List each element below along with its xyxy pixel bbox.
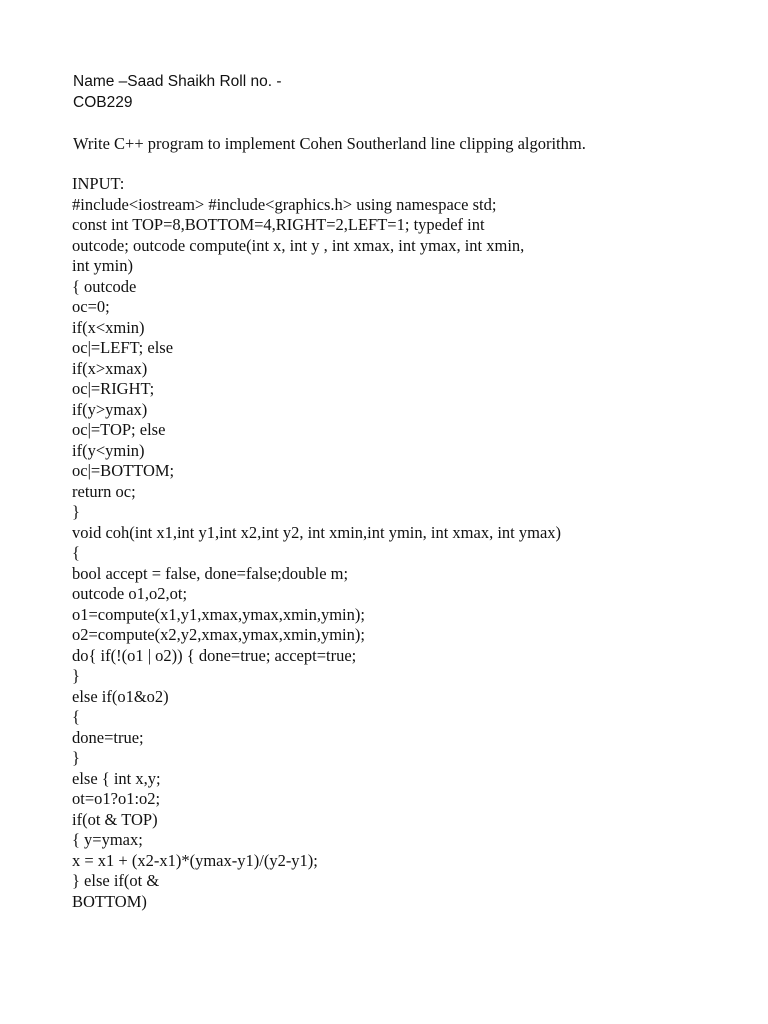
code-line: if(y>ymax) [72, 399, 148, 419]
code-line: { [72, 543, 80, 562]
code-listing [72, 174, 561, 912]
code-line: void coh(int x1,int y1,int x2,int y2, int xmin,int ymin, int xmax, int ymax) [72, 522, 562, 542]
code-lines [72, 195, 561, 913]
code-line: bool accept = false, done=false;double m; [72, 563, 349, 583]
code-line: if(ot & TOP) [72, 809, 158, 829]
code-line: else if(o1&o2) [72, 686, 169, 706]
code-line: oc=0; [72, 297, 110, 316]
code-line: oc|=LEFT; else [72, 338, 174, 357]
code-line: else { int x,y; [72, 768, 161, 788]
code-line: #include<iostream> #include<graphics.h> using namespace std; [72, 194, 497, 214]
code-line: { outcode [72, 276, 137, 296]
code-line: return oc; [72, 481, 136, 501]
code-line: outcode; outcode compute(int x, int y , int xmax, int ymax, int xmin, [72, 235, 525, 255]
student-header [73, 72, 282, 113]
code-line: o1=compute(x1,y1,xmax,ymax,xmin,ymin); [72, 604, 365, 624]
code-line: do{ if(!(o1 | o2)) { done=true; accept=true; [72, 645, 357, 665]
code-line: { y=ymax; [72, 830, 143, 849]
code-line: } else if(ot & [72, 871, 160, 890]
code-line: const int TOP=8,BOTTOM=4,RIGHT=2,LEFT=1; typedef int [72, 215, 485, 234]
task-statement: Write C++ program to implement Cohen Southerland line clipping algorithm. [73, 134, 586, 153]
roll-number-line: COB229 [73, 93, 133, 111]
code-line: done=true; [72, 727, 144, 747]
code-line: oc|=TOP; else [72, 420, 166, 439]
code-line: { [72, 707, 80, 726]
code-line: outcode o1,o2,ot; [72, 584, 188, 603]
name-line: Name –Saad Shaikh Roll no. - [73, 73, 282, 90]
code-line: if(y<ymin) [72, 440, 145, 460]
code-line: int ymin) [72, 256, 133, 275]
code-line: } [72, 748, 80, 767]
code-line: o2=compute(x2,y2,xmax,ymax,xmin,ymin); [72, 625, 365, 644]
code-line: BOTTOM) [72, 891, 147, 911]
code-line: oc|=BOTTOM; [72, 461, 175, 480]
input-label: INPUT: [72, 174, 125, 193]
code-line: ot=o1?o1:o2; [72, 789, 161, 808]
code-line: } [72, 666, 80, 685]
code-line: x = x1 + (x2-x1)*(ymax-y1)/(y2-y1); [72, 850, 318, 870]
code-line: } [72, 502, 80, 521]
code-line: oc|=RIGHT; [72, 379, 155, 398]
code-line: if(x>xmax) [72, 358, 148, 378]
code-line: if(x<xmin) [72, 317, 145, 337]
